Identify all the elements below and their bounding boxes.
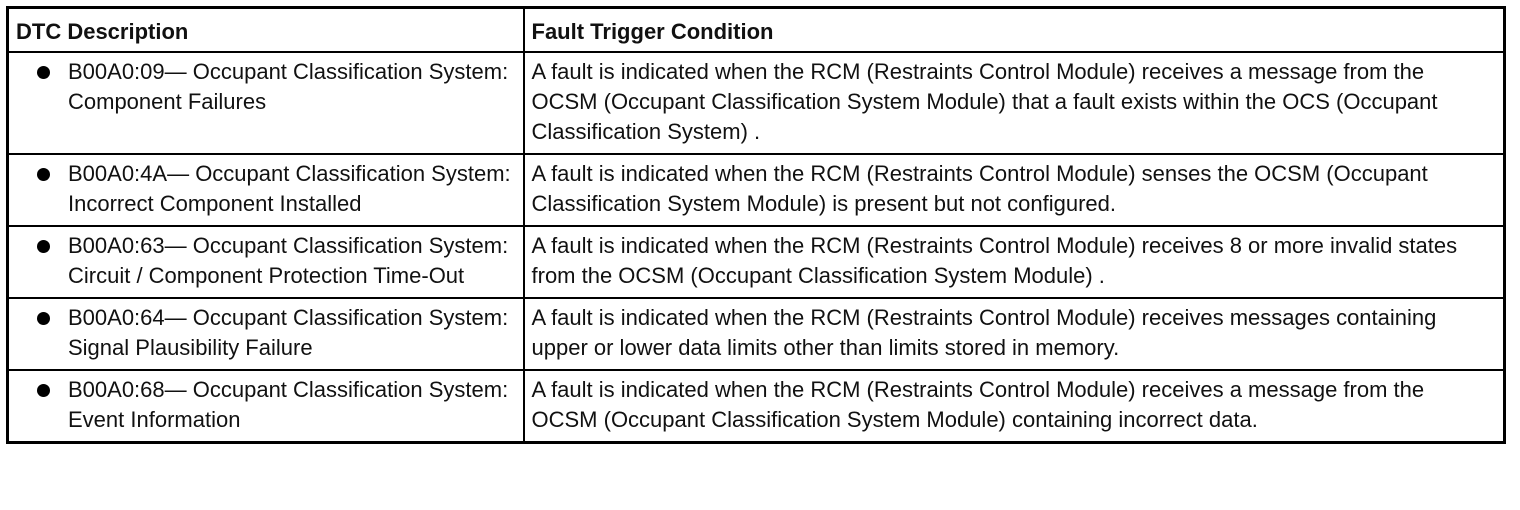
table-body <box>8 52 1505 443</box>
bullet-icon <box>37 384 50 397</box>
dtc-description-cell <box>8 226 524 298</box>
dtc-description-text: B00A0:68— Occupant Classification System: Event Information <box>68 377 509 432</box>
header-dtc-description: DTC Description <box>8 8 524 53</box>
dtc-description <box>16 159 515 219</box>
bullet-icon <box>37 312 50 325</box>
bullet-icon <box>37 66 50 79</box>
dtc-description-cell <box>8 154 524 226</box>
table-row <box>8 298 1505 370</box>
dtc-description-text: B00A0:4A— Occupant Classification System: Incorrect Component Installed <box>68 161 511 216</box>
dtc-description <box>16 57 515 117</box>
dtc-description <box>16 231 515 291</box>
table-row <box>8 226 1505 298</box>
dtc-description-text: B00A0:09— Occupant Classification System: Component Failures <box>68 59 509 114</box>
dtc-description-cell <box>8 52 524 154</box>
fault-trigger-condition-cell: A fault is indicated when the RCM (Restraints Control Module) receives 8 or more invalid states from the OCSM (Occupant Classification System Module) . <box>524 226 1505 298</box>
fault-trigger-condition-cell: A fault is indicated when the RCM (Restraints Control Module) senses the OCSM (Occupant Classification System Module) is present but not configured. <box>524 154 1505 226</box>
dtc-description-text: B00A0:64— Occupant Classification System: Signal Plausibility Failure <box>68 305 509 360</box>
header-row <box>8 8 1505 53</box>
dtc-description-cell <box>8 370 524 443</box>
table-row <box>8 370 1505 443</box>
dtc-description-cell <box>8 298 524 370</box>
fault-trigger-condition-cell: A fault is indicated when the RCM (Restraints Control Module) receives a message from the OCSM (Occupant Classification System Module) containing incorrect data. <box>524 370 1505 443</box>
bullet-icon <box>37 168 50 181</box>
fault-trigger-condition-cell: A fault is indicated when the RCM (Restraints Control Module) receives a message from the OCSM (Occupant Classification System Module) that a fault exists within the OCS (Occupant Classification System) . <box>524 52 1505 154</box>
dtc-description <box>16 303 515 363</box>
table-row <box>8 154 1505 226</box>
fault-trigger-condition-cell: A fault is indicated when the RCM (Restraints Control Module) receives messages containing upper or lower data limits other than limits stored in memory. <box>524 298 1505 370</box>
table-header <box>8 8 1505 53</box>
dtc-table <box>6 6 1506 444</box>
dtc-description <box>16 375 515 435</box>
dtc-description-text: B00A0:63— Occupant Classification System: Circuit / Component Protection Time-Out <box>68 233 509 288</box>
header-fault-trigger-condition: Fault Trigger Condition <box>524 8 1505 53</box>
table-row <box>8 52 1505 154</box>
bullet-icon <box>37 240 50 253</box>
